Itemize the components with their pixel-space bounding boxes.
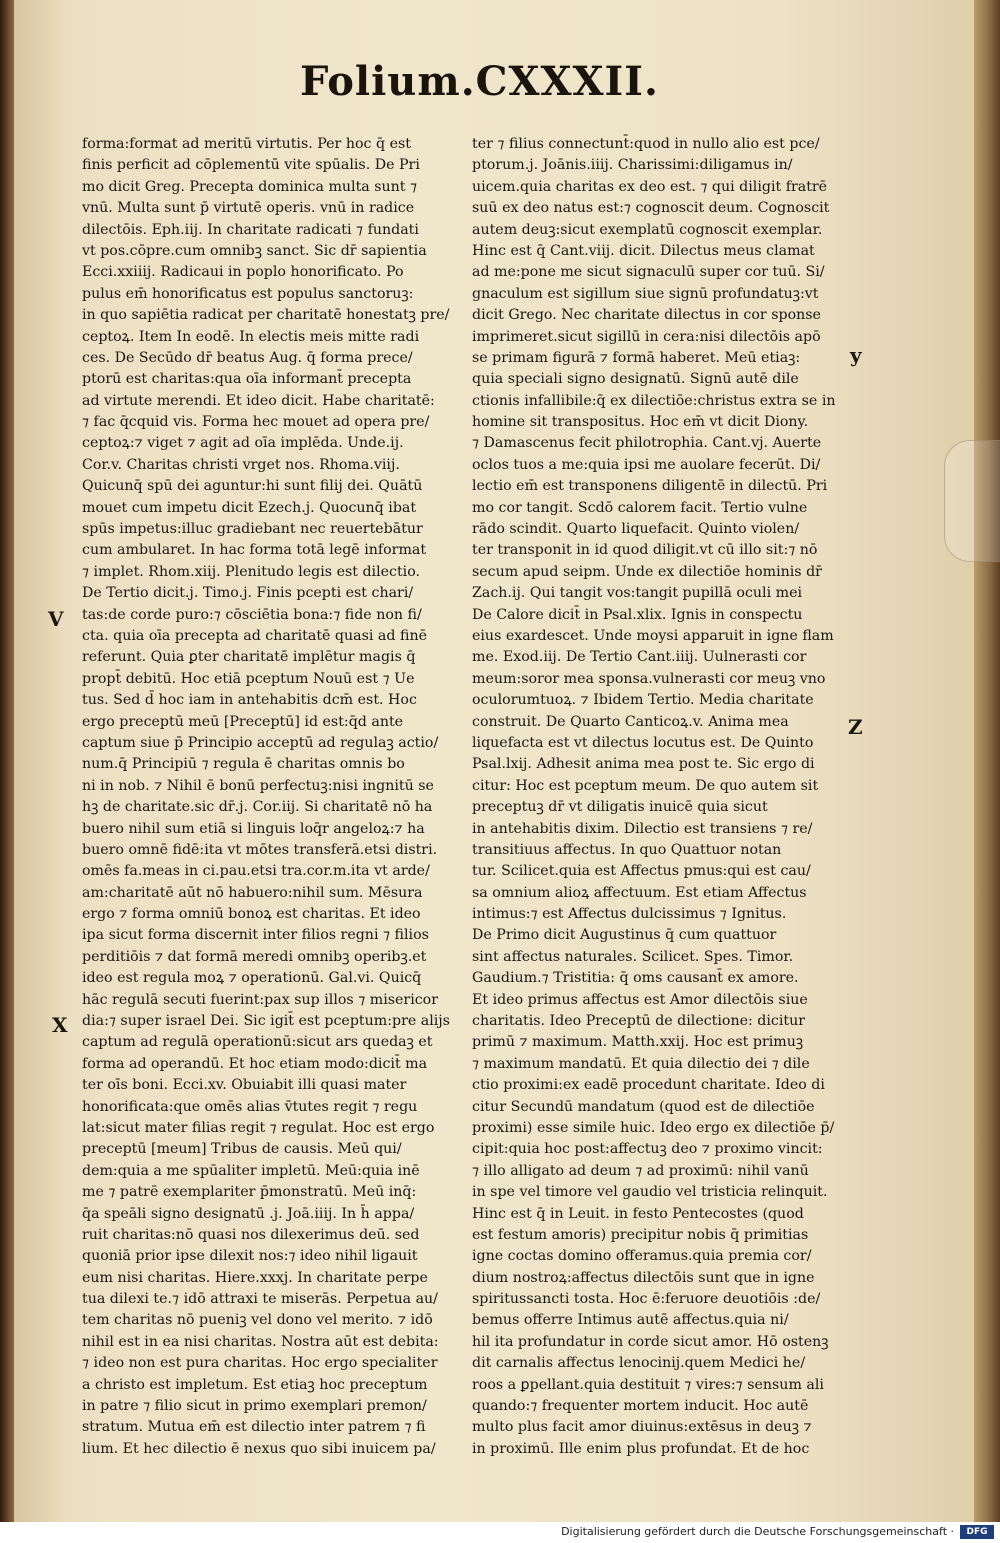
text-line-right: oclos tuos a me:quia ipsi me auolare fecerūt. Di/ <box>472 456 821 473</box>
text-line-right: meum:soror mea sponsa.vulnerasti cor meuꝫ vno <box>472 670 826 687</box>
book-binding <box>0 0 14 1525</box>
text-line-right: spiritussancti tosta. Hoc ē:feruore deuotiōis :de/ <box>472 1291 821 1308</box>
text-line-right: autem deuꝫ:sicut exemplatū cognoscit exemplar. <box>472 221 823 238</box>
text-line-right: ctio proximi:ex eadē procedunt charitate. Ideo di <box>472 1077 825 1094</box>
text-line-left: referunt. Quia ꝑter charitatē implētur magis q̄ <box>82 649 416 666</box>
text-line-right: secum apud seipm. Unde ex dilectiōe hominis dr̄ <box>472 563 822 580</box>
text-line-left: buero nihil sum etiā si linguis loq̄r angeloꝝ:⁊ ha <box>82 820 425 837</box>
text-line-right: intimus:⁊ est Affectus dulcissimus ⁊ Ignitus. <box>472 906 787 923</box>
text-line-left: cum ambularet. In hac forma totā legē informat <box>82 542 427 559</box>
text-line-left: preceptū [meum] Tribus de causis. Meū qui/ <box>82 1141 402 1158</box>
text-line-left: forma ad operandū. Et hoc etiam modo:dicit̄ ma <box>82 1055 428 1072</box>
text-line-left: in patre ⁊ filio sicut in primo exemplari premon/ <box>82 1398 427 1415</box>
text-line-right: est festum amoris) precipitur nobis q̄ primitias <box>472 1226 809 1243</box>
text-line-right: charitatis. Ideo Preceptū de dilectione: dicitur <box>472 1013 806 1030</box>
text-column-right <box>472 134 862 1460</box>
text-line-right: hil ita profundatur in corde sicut amor. Hō ostenꝫ <box>472 1333 829 1350</box>
text-line-left: ideo est regula moꝝ ⁊ operationū. Gal.vi. Quicq̄ <box>82 970 422 987</box>
text-line-right: se primam figurā ⁊ formā haberet. Meū etiaꝫ: <box>472 349 801 366</box>
text-line-right: ⁊ Damascenus fecit philotrophia. Cant.vj. Auerte <box>472 435 822 452</box>
text-line-left: hāc regulā secuti fuerint:pax sup illos ⁊ misericor <box>82 991 439 1008</box>
digitization-footer <box>0 1522 1000 1543</box>
text-line-left: mo dicit Greg. Precepta dominica multa sunt ⁊ <box>82 178 418 195</box>
text-line-right: dium nostroꝝ:affectus dilectōis sunt que in igne <box>472 1269 815 1286</box>
text-line-left: omēs fa.meas in ci.pau.etsi tra.cor.m.ita vt arde/ <box>82 863 430 880</box>
page-clip <box>944 440 1000 562</box>
text-line-right: suū ex deo natus est:⁊ cognoscit deum. Cognoscit <box>472 200 830 217</box>
page-edge <box>974 0 1000 1522</box>
text-line-left: num.q̄ Principiū ⁊ regula ē charitas omnis bo <box>82 756 405 773</box>
text-line-right: mo cor tangit. Scdō calorem facit. Tertio vulne <box>472 499 808 516</box>
text-line-right: transitiuus affectus. In quo Quattuor notan <box>472 841 782 858</box>
text-line-left: ptorū est charitas:qua oīa informant̄ precepta <box>82 371 412 388</box>
text-line-left: a christo est impletum. Est etiaꝫ hoc preceptum <box>82 1376 428 1393</box>
text-line-right: proximi) esse simile huic. Ideo ergo ex dilectiōe p̄/ <box>472 1119 835 1136</box>
text-line-left: stratum. Mutua em̄ est dilectio inter patrem ⁊ fi <box>82 1419 426 1436</box>
text-line-right: in antehabitis dixim. Dilectio est transiens ⁊ re/ <box>472 820 813 837</box>
text-line-right: Et ideo primus affectus est Amor dilectōis siue <box>472 991 808 1008</box>
text-line-right: lectio em̄ est transponens diligentē in dilectū. Pri <box>472 478 828 495</box>
text-line-right: ad me:pone me sicut signaculū super cor tuū. Si/ <box>472 264 825 281</box>
text-line-left: buero omnē fidē:ita vt mōtes transferā.etsi distri. <box>82 841 438 858</box>
text-line-left: Cor.v. Charitas christi vrget nos. Rhoma.viij. <box>82 456 400 473</box>
text-line-left: lium. Et hec dilectio ē nexus quo sibi inuicem pa/ <box>82 1440 436 1457</box>
text-line-left: Quicunq̄ spū dei aguntur:hi sunt filij dei. Quātū <box>82 478 423 495</box>
text-line-left: Ecci.xxiiij. Radicaui in poplo honorificato. Po <box>82 264 404 281</box>
text-line-left: ⁊ fac q̄cquid vis. Forma hec mouet ad opera pre/ <box>82 414 430 431</box>
text-line-left: ceptoꝝ. Item In eodē. In electis meis mitte radi <box>82 328 420 345</box>
text-line-left: ad virtute merendi. Et ideo dicit. Habe charitatē: <box>82 392 435 409</box>
text-line-right: sa omnium alioꝝ affectuum. Est etiam Affectus <box>472 884 807 901</box>
text-line-right: ⁊ illo alligato ad deum ⁊ ad proximū: nihil vanū <box>472 1162 809 1179</box>
text-line-left: ergo ⁊ forma omniū bonoꝝ est charitas. Et ideo <box>82 906 421 923</box>
margin-letter-x: X <box>52 1013 68 1037</box>
text-line-left: ceptoꝝ:⁊ viget ⁊ agit ad oīa implēda. Unde.ij. <box>82 435 404 452</box>
text-line-right: tur. Scilicet.quia est Affectus pmus:qui est cau/ <box>472 863 811 880</box>
text-line-right: Zach.ij. Qui tangit vos:tangit pupillā oculi mei <box>472 585 803 602</box>
text-line-left: lat:sicut mater filias regit ⁊ regulat. Hoc est ergo <box>82 1119 435 1136</box>
dfg-logo: DFG <box>960 1525 994 1539</box>
text-line-right: quando:⁊ frequenter mortem inducit. Hoc autē <box>472 1398 809 1415</box>
text-line-right: oculorumtuoꝝ. ⁊ Ibidem Tertio. Media charitate <box>472 692 814 709</box>
text-line-right: Gaudium.⁊ Tristitia: q̄ oms causant̄ ex amore. <box>472 970 799 987</box>
text-line-left: dilectōis. Eph.iij. In charitate radicati ⁊ fundati <box>82 221 419 238</box>
text-line-right: Hinc est q̄ in Leuit. in festo Pentecostes (quod <box>472 1205 804 1222</box>
text-line-right: preceptuꝫ dr̄ vt diligatis inuicē quia sicut <box>472 799 768 816</box>
text-line-left: ces. De Secūdo dr̄ beatus Aug. q̄ forma prece/ <box>82 349 413 366</box>
text-line-left: perditiōis ⁊ dat formā meredi omnibꝫ operibꝫ.et <box>82 948 427 965</box>
text-line-left: finis perficit ad cōplementū vite spūalis. De Pri <box>82 157 420 174</box>
text-line-left: am:charitatē aūt nō habuero:nihil sum. Mēsura <box>82 884 423 901</box>
text-line-left: vnū. Multa sunt p̄ virtutē operis. vnū in radice <box>82 200 415 217</box>
text-line-right: ptorum.j. Joānis.iiij. Charissimi:diligamus in/ <box>472 157 793 174</box>
text-line-left: tem charitas nō pueniꝫ vel dono vel merito. ⁊ idō <box>82 1312 433 1329</box>
text-line-left: propt̄ debitū. Hoc etiā pceptum Nouū est ⁊ Ue <box>82 670 415 687</box>
text-line-left: dia:⁊ super israel Dei. Sic igit̄ est pceptum:pre alijs <box>82 1013 450 1030</box>
text-line-left: captum ad regulā operationū:sicut ars quedaꝫ et <box>82 1034 433 1051</box>
text-line-right: in spe vel timore vel gaudio vel tristicia relinquit. <box>472 1184 828 1201</box>
text-line-right: homine sit transpositus. Hoc em̄ vt dicit Diony. <box>472 414 809 431</box>
text-line-left: ⁊ implet. Rhom.xiij. Plenitudo legis est dilectio. <box>82 563 421 580</box>
text-line-right: construit. De Quarto Canticoꝝ.v. Anima mea <box>472 713 789 730</box>
text-line-right: ⁊ maximum mandatū. Et quia dilectio dei ⁊ dile <box>472 1055 810 1072</box>
text-line-left: ⁊ ideo non est pura charitas. Hoc ergo specialiter <box>82 1355 438 1372</box>
text-line-right: De Calore dicit̄ in Psal.xlix. Ignis in conspectu <box>472 606 803 623</box>
text-line-left: ruit charitas:nō quasi nos dilexerimus deū. sed <box>82 1226 420 1243</box>
text-line-right: gnaculum est sigillum siue signū profundatuꝫ:vt <box>472 285 819 302</box>
text-line-right: ter transponit in id quod diligit.vt cū illo sit:⁊ nō <box>472 542 818 559</box>
text-line-right: citur Secundū mandatum (quod est de dilectiōe <box>472 1098 815 1115</box>
text-line-right: ter ⁊ filius connectunt̄:quod in nullo alio est pce/ <box>472 136 820 152</box>
text-line-right: sint affectus naturales. Scilicet. Spes. Timor. <box>472 948 794 965</box>
text-line-left: De Tertio dicit.j. Timo.j. Finis pcepti est chari/ <box>82 585 414 602</box>
text-line-left: q̄a speāli signo designatū .j. Joā.iiij. In h̄ appa/ <box>82 1205 415 1222</box>
text-line-left: spūs impetus:illuc gradiebant nec reuertebātur <box>82 521 423 538</box>
text-line-right: rādo scindit. Quarto liquefacit. Quinto violen/ <box>472 521 800 538</box>
text-line-right: primū ⁊ maximum. Matth.xxij. Hoc est primuꝫ <box>472 1034 804 1051</box>
text-line-right: me. Exod.iij. De Tertio Cant.iiij. Uulnerasti cor <box>472 649 807 666</box>
text-line-left: in quo sapiētia radicat per charitatē honestatꝫ pre/ <box>82 307 450 324</box>
margin-letter-y: y <box>850 343 862 367</box>
text-line-right: dit carnalis affectus lenocinij.quem Medici he/ <box>472 1355 806 1372</box>
margin-letter-v: V <box>48 607 64 631</box>
text-line-right: igne coctas domino offeramus.quia premia cor/ <box>472 1248 812 1265</box>
text-line-left: ergo preceptū meū [Preceptū] id est:q̄d ante <box>82 713 404 730</box>
text-line-right: in proximū. Ille enim plus profundat. Et de hoc <box>472 1440 810 1457</box>
text-line-left: mouet cum impetu dicit Ezech.j. Quocunq̄ ibat <box>82 499 417 516</box>
text-line-right: bemus offerre Intimus autē affectus.quia ni/ <box>472 1312 789 1329</box>
text-line-left: vt pos.cōpre.cum omnibꝫ sanct. Sic dr̄ sapientia <box>82 242 427 259</box>
funding-notice: Digitalisierung gefördert durch die Deutsche Forschungsgemeinschaft · <box>561 1525 954 1538</box>
folio-heading: Folium.CXXXII. <box>300 58 659 105</box>
text-line-left: tas:de corde puro:⁊ cōsciētia bona:⁊ fide non fi/ <box>82 606 422 623</box>
text-line-right: imprimeret.sicut sigillū in cera:nisi dilectōis apō <box>472 328 821 345</box>
text-line-right: cipit:quia hoc post:affectuꝫ deo ⁊ proximo vincit: <box>472 1141 823 1158</box>
text-line-left: eum nisi charitas. Hiere.xxxj. In charitate perpe <box>82 1269 428 1286</box>
margin-letter-z: Z <box>848 715 863 739</box>
text-line-left: quoniā prior ipse dilexit nos:⁊ ideo nihil ligauit <box>82 1248 418 1265</box>
text-line-left: forma:format ad meritū virtutis. Per hoc q̄ est <box>82 136 411 152</box>
text-line-left: nihil est in ea nisi charitas. Nostra aūt est debita: <box>82 1333 439 1350</box>
text-line-left: me ⁊ patrē exemplariter p̄monstratū. Meū inq̄: <box>82 1184 417 1201</box>
text-line-left: tua dilexi te.⁊ idō attraxi te miserās. Perpetua au/ <box>82 1291 438 1308</box>
text-line-left: dem:quia a me spūaliter impletū. Meū:quia inē <box>82 1162 420 1179</box>
text-line-left: hꝫ de charitate.sic dr̄.j. Cor.iij. Si charitatē nō ha <box>82 799 433 816</box>
text-line-left: honorificata:que omēs alias v̄tutes regit ⁊ regu <box>82 1098 418 1115</box>
text-line-right: quia speciali signo designatū. Signū autē dile <box>472 371 799 388</box>
text-column-left <box>82 134 472 1460</box>
text-line-left: ni in nob. ⁊ Nihil ē bonū perfectuꝫ:nisi ingnitū se <box>82 777 434 794</box>
text-line-left: captum siue p̄ Principio acceptū ad regulaꝫ actio/ <box>82 734 439 751</box>
text-line-left: ipa sicut forma discernit inter filios regni ⁊ filios <box>82 927 429 944</box>
text-line-right: citur: Hoc est pceptum meum. De quo autem sit <box>472 777 819 794</box>
text-line-left: ter oīs boni. Ecci.xv. Obuiabit illi quasi mater <box>82 1077 407 1094</box>
text-line-left: cta. quia oīa precepta ad charitatē quasi ad finē <box>82 627 427 644</box>
text-line-right: roos a ꝑpellant.quia destituit ⁊ vires:⁊ sensum ali <box>472 1376 824 1393</box>
text-line-right: Hinc est q̄ Cant.viij. dicit. Dilectus meus clamat <box>472 242 815 259</box>
text-line-right: De Primo dicit Augustinus q̄ cum quattuor <box>472 927 777 944</box>
text-line-left: pulus em̄ honorificatus est populus sanctoruꝫ: <box>82 285 414 302</box>
text-line-right: dicit Grego. Nec charitate dilectus in cor sponse <box>472 307 821 324</box>
text-line-right: eius exardescet. Unde moysi apparuit in igne flam <box>472 627 834 644</box>
text-line-right: ctionis infallibile:q̄ ex dilectiōe:christus extra se in <box>472 392 836 409</box>
text-line-right: multo plus facit amor diuinus:extēsus in deuꝫ ⁊ <box>472 1419 812 1436</box>
text-line-left: tus. Sed d̄ hoc iam in antehabitis dcm̄ est. Hoc <box>82 692 417 709</box>
text-line-right: Psal.lxij. Adhesit anima mea post te. Sic ergo di <box>472 756 815 773</box>
text-line-right: liquefacta est vt dilectus locutus est. De Quinto <box>472 734 814 751</box>
text-line-right: uicem.quia charitas ex deo est. ⁊ qui diligit fratrē <box>472 178 828 195</box>
